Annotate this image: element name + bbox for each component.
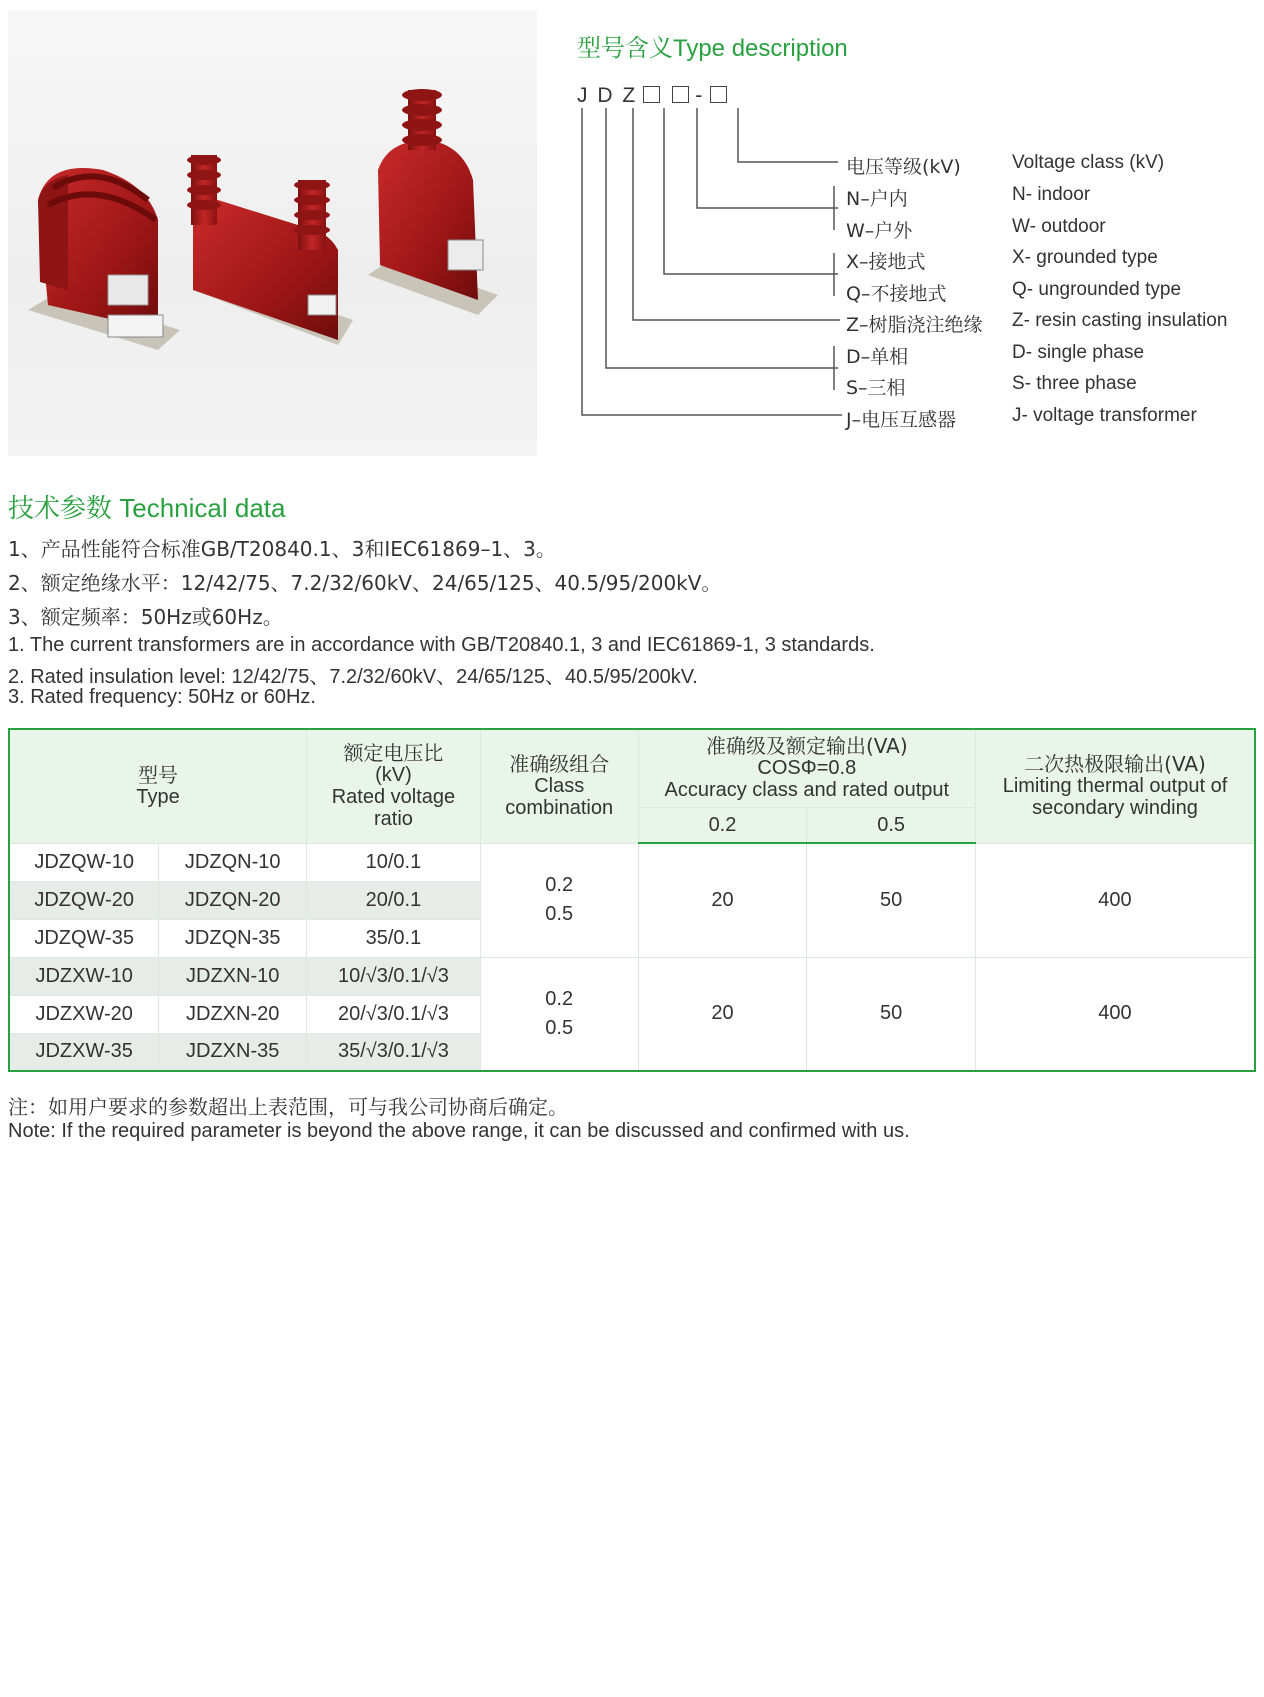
- limit-cell: 400: [975, 957, 1255, 1071]
- ratio-cell: 35/0.1: [307, 919, 481, 957]
- class-value-b: 0.5: [545, 1016, 574, 1039]
- technical-cn-line-1: 1、产品性能符合标准GB/T20840.1、3和IEC61869–1、3。: [8, 537, 556, 561]
- desc-cn-7: S–三相: [846, 377, 906, 399]
- type-w-cell: JDZQW-35: [9, 919, 159, 957]
- output-05-cell: 50: [807, 843, 976, 957]
- product-photo: [8, 10, 537, 456]
- type-w-cell: JDZXW-20: [9, 995, 159, 1033]
- header-accuracy-02: 0.2: [638, 807, 807, 843]
- type-description-title: [577, 28, 848, 63]
- header-limit-cn: 二次热极限输出(VA): [1024, 752, 1206, 777]
- desc-en-4: Q- ungrounded type: [1012, 279, 1182, 300]
- ratio-cell: 20/√3/0.1/√3: [307, 995, 481, 1033]
- code-tree-lines: [570, 100, 870, 420]
- header-class: [480, 729, 638, 843]
- type-w-cell: JDZQW-20: [9, 881, 159, 919]
- type-n-cell: JDZQN-20: [159, 881, 307, 919]
- technical-en-line-3: 3. Rated frequency: 50Hz or 60Hz.: [8, 686, 316, 708]
- desc-cn-3: X–接地式: [846, 251, 926, 273]
- type-title-cn: 型号含义: [577, 34, 673, 62]
- header-accuracy-cos: COSΦ=0.8: [757, 757, 857, 780]
- header-type: [9, 729, 307, 843]
- output-02-cell: 20: [638, 957, 807, 1071]
- type-n-cell: JDZXN-20: [159, 995, 307, 1033]
- code-dash: -: [695, 84, 705, 107]
- desc-cn-4: Q–不接地式: [846, 283, 947, 305]
- header-ratio-unit: (kV): [375, 764, 412, 787]
- class-value-a: 0.2: [545, 987, 574, 1010]
- code-letter-d: D: [597, 84, 615, 107]
- type-n-cell: JDZXN-10: [159, 957, 307, 995]
- desc-en-8: J- voltage transformer: [1012, 405, 1197, 426]
- code-letter-z: Z: [622, 84, 638, 107]
- header-accuracy: [638, 729, 975, 807]
- header-accuracy-en: Accuracy class and rated output: [664, 779, 950, 802]
- header-type-cn: 型号: [138, 763, 179, 788]
- desc-cn-6: D–单相: [846, 346, 909, 368]
- ratio-cell: 10/√3/0.1/√3: [307, 957, 481, 995]
- note-en: Note: If the required parameter is beyond the above range, it can be discussed and confirmed with us.: [8, 1120, 910, 1142]
- desc-cn-1: N–户内: [846, 188, 908, 210]
- header-class-en1: Class: [534, 775, 585, 798]
- desc-cn-0: 电压等级(kV): [846, 156, 961, 178]
- desc-en-1: N- indoor: [1012, 184, 1091, 205]
- technical-data-title: [8, 488, 285, 525]
- type-n-cell: JDZQN-35: [159, 919, 307, 957]
- technical-title-cn: 技术参数: [8, 494, 113, 524]
- class-value-a: 0.2: [545, 874, 574, 896]
- header-limit-en2: secondary winding: [1032, 797, 1198, 820]
- desc-en-5: Z- resin casting insulation: [1012, 310, 1228, 331]
- header-limit: [975, 729, 1255, 843]
- type-title-en: Type description: [673, 35, 848, 62]
- output-02-cell: 20: [638, 843, 807, 957]
- technical-cn-line-2: 2、额定绝缘水平：12/42/75、7.2/32/60kV、24/65/125、40.5/95/200kV。: [8, 571, 722, 595]
- header-ratio-en1: Rated voltage: [331, 786, 456, 809]
- header-ratio: [307, 729, 481, 843]
- ratio-cell: 20/0.1: [307, 881, 481, 919]
- header-ratio-cn: 额定电压比: [343, 741, 444, 766]
- limit-cell: 400: [975, 843, 1255, 957]
- code-letter-j: J: [577, 84, 590, 107]
- output-05-cell: 50: [807, 957, 976, 1071]
- header-accuracy-05: 0.5: [807, 807, 976, 843]
- header-type-en: Type: [136, 786, 180, 809]
- desc-en-0: Voltage class (kV): [1012, 152, 1165, 173]
- technical-cn-line-3: 3、额定频率：50Hz或60Hz。: [8, 605, 283, 629]
- technical-title-en: Technical data: [119, 493, 286, 523]
- header-class-en2: combination: [505, 797, 614, 820]
- type-n-cell: JDZQN-10: [159, 843, 307, 881]
- ratio-cell: 35/√3/0.1/√3: [307, 1033, 481, 1071]
- ratio-cell: 10/0.1: [307, 843, 481, 881]
- header-limit-en1: Limiting thermal output of: [1002, 775, 1228, 798]
- class-cell: [480, 843, 638, 957]
- technical-en-line-2: 2. Rated insulation level: 12/42/75、7.2/32/60kV、24/65/125、40.5/95/200kV.: [8, 666, 698, 688]
- table-row: [9, 957, 1255, 995]
- desc-cn-2: W–户外: [846, 220, 913, 242]
- desc-cn-5: Z–树脂浇注绝缘: [846, 314, 983, 336]
- header-accuracy-cn: 准确级及额定输出(VA): [705, 734, 908, 759]
- type-w-cell: JDZXW-35: [9, 1033, 159, 1071]
- type-w-cell: JDZQW-10: [9, 843, 159, 881]
- class-value-b: 0.5: [545, 903, 574, 925]
- desc-en-2: W- outdoor: [1012, 216, 1106, 237]
- desc-cn-8: J–电压互感器: [846, 409, 957, 431]
- type-w-cell: JDZXW-10: [9, 957, 159, 995]
- table-row: [9, 843, 1255, 881]
- desc-en-6: D- single phase: [1012, 342, 1145, 363]
- desc-en-7: S- three phase: [1012, 373, 1137, 394]
- technical-data-table: [8, 728, 1256, 1072]
- desc-en-3: X- grounded type: [1012, 247, 1158, 268]
- header-ratio-en2: ratio: [373, 808, 413, 831]
- class-cell: [480, 957, 638, 1071]
- note-cn: 注：如用户要求的参数超出上表范围，可与我公司协商后确定。: [8, 1095, 568, 1119]
- header-class-cn: 准确级组合: [509, 752, 610, 777]
- type-n-cell: JDZXN-35: [159, 1033, 307, 1071]
- technical-en-line-1: 1. The current transformers are in accordance with GB/T20840.1, 3 and IEC61869-1, 3 standards.: [8, 634, 875, 656]
